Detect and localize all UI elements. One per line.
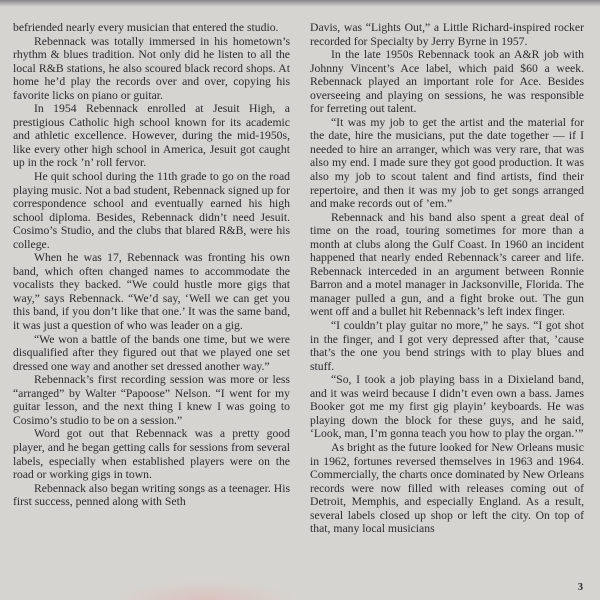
paragraph: “So, I took a job playing bass in a Dixieland band, and it was weird because I didn’t even own a bass. James Booker got me my first gig playin’ keyboards. He was playing down the block for these guys, and he said, ‘Look, man, I’m gonna teach you how to play the organ.’” xyxy=(310,373,584,441)
paragraph: Rebennack’s first recording session was more or less “arranged” by Walter “Papoose” Nelson. “I went for my guitar lesson, and the next thing I knew I was going to Cosimo’s studio to be on a session.” xyxy=(13,373,290,427)
paragraph: “We won a battle of the bands one time, but we were disqualified after they figured out that we played one set dressed one way and another set dressed another way.” xyxy=(13,332,290,373)
paragraph: When he was 17, Rebennack was fronting his own band, which often changed names to accommodate the vocalists they backed. “We could hustle more gigs that way,” says Rebennack. “We’d say, ‘Well we can get you this band, if you don’t like that one.’ It was the same band, it was just a question of who was leader on a gig. xyxy=(13,251,290,333)
paragraph: Rebennack and his band also spent a great deal of time on the road, touring sometimes for more than a month at clubs along the Gulf Coast. In 1960 an incident happened that nearly ended Rebennack’s career and life. Rebennack interceded in an argument between Ronnie Barron and a motel manager in Jacksonville, Florida. The manager pulled a gun, and a fight broke out. The gun went off and a bullet hit Rebennack’s left index finger. xyxy=(310,210,584,319)
paragraph: He quit school during the 11th grade to go on the road playing music. Not a bad student, Rebennack signed up for correspondence school and eventually earned his high school diploma. Besides, Rebennack didn’t need Jesuit. Cosimo’s Studio, and the clubs that blared R&B, were his college. xyxy=(13,170,290,251)
paragraph: befriended nearly every musician that entered the studio. xyxy=(13,21,279,34)
paragraph: Word got out that Rebennack was a pretty good player, and he began getting calls for sessions from several labels, especially when established players were on the road or working gigs in town. xyxy=(13,427,290,482)
text-columns xyxy=(13,21,584,536)
scan-artifact-blotch xyxy=(80,574,330,600)
paragraph: As bright as the future looked for New Orleans music in 1962, fortunes reversed themselves in 1963 and 1964. Commercially, the charts once dominated by New Orleans records were now filled with releases coming out of Detroit, Memphis, and especially England. As a result, several labels closed up shop or left the city. On top of that, many local musicians xyxy=(310,440,584,536)
scan-edge-top xyxy=(0,0,600,7)
paragraph: Rebennack was totally immersed in his hometown’s rhythm & blues tradition. Not only did he listen to all the local R&B stations, he also scoured black record shops. At home he’d play the records over and over, copying his favorite licks on piano or guitar. xyxy=(13,34,290,102)
paragraph: Davis, was “Lights Out,” a Little Richard-inspired rocker recorded for Specialty by Jerry Byrne in 1957. xyxy=(310,21,584,48)
text-column-left xyxy=(13,21,290,536)
paragraph: “It was my job to get the artist and the material for the date, hire the musicians, put the date together — if I needed to hire an arranger, which was very rare, that was also my end. I made sure they got good production. It was also my job to scout talent and find artists, find their repertoire, and then it was my job to get songs arranged and make records out of ’em.” xyxy=(310,115,584,211)
paragraph: “I couldn’t play guitar no more,” he says. “I got shot in the finger, and I got very depressed after that, ’cause that’s the one you bend strings with to play blues and stuff. xyxy=(310,319,584,373)
text-column-right xyxy=(310,21,584,536)
page-number: 3 xyxy=(577,582,583,593)
paragraph: In the late 1950s Rebennack took an A&R job with Johnny Vincent’s Ace label, which paid $60 a week. Rebennack played an important role for Ace. Besides overseeing and playing on sessions, he was responsible for ferreting out talent. xyxy=(310,48,584,116)
paragraph: In 1954 Rebennack enrolled at Jesuit High, a prestigious Catholic high school known for its academic and athletic excellence. However, during the mid-1950s, like every other high school in America, Jesuit got caught up in the rock ’n’ roll fervor. xyxy=(13,102,290,170)
paragraph: Rebennack also began writing songs as a teenager. His first success, penned along with Seth xyxy=(13,481,290,509)
